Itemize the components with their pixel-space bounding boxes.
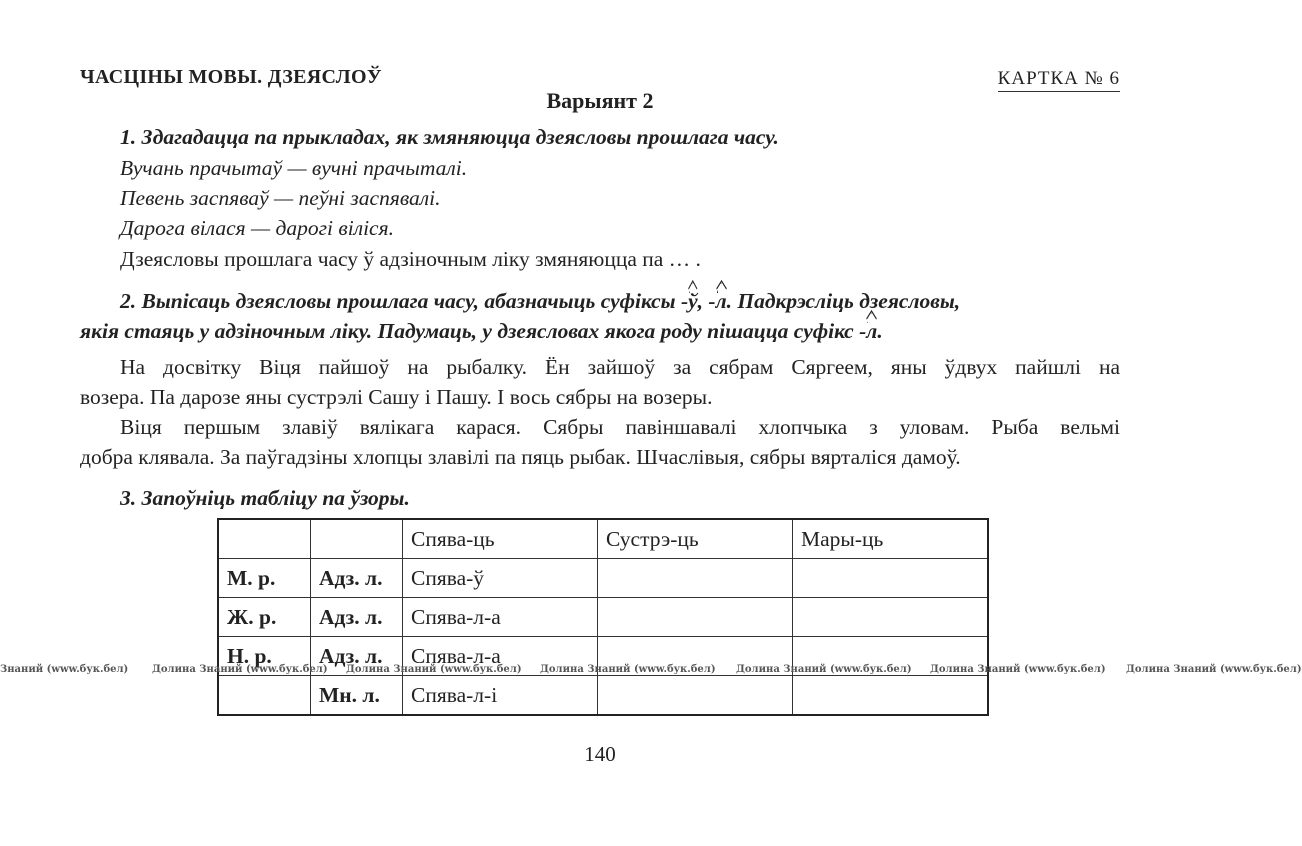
- task2-heading-line1: [120, 286, 960, 316]
- page-number: 140: [584, 742, 616, 766]
- example-cell: Спява-л-а: [403, 598, 598, 637]
- suffix-l2-marked: л: [866, 316, 877, 346]
- watermark-text: Долина Знаний (www.бук.бел): [152, 664, 328, 675]
- watermark-text: Знаний (www.бук.бел): [0, 664, 129, 675]
- gender-cell: Н. р.: [218, 637, 311, 676]
- task2-text-line-3: Віця першым злавіў вялікага карася. Сябры павіншавалі хлопчыка з уловам. Рыба вельмі: [120, 415, 1120, 439]
- conjugation-table: [217, 518, 989, 716]
- watermark-text: Долина Знаний (www.бук.бел): [346, 664, 522, 675]
- watermark-text: Долина Знаний (www.бук.бел): [736, 664, 912, 675]
- table-header-cell: Сустрэ-ць: [598, 519, 793, 559]
- example-cell: Спява-л-а: [403, 637, 598, 676]
- gender-cell: Ж. р.: [218, 598, 311, 637]
- table-row: [218, 676, 988, 716]
- gender-cell: М. р.: [218, 559, 311, 598]
- task2-comma: , -: [697, 289, 716, 313]
- suffix-l-marked: л: [716, 286, 727, 316]
- variant-title: Варыянт 2: [546, 88, 654, 113]
- task1-question: Дзеясловы прошлага часу ў адзіночным ліку змяняюцца па … .: [120, 247, 701, 271]
- task1-heading: 1. Здагадацца па прыкладах, як змяняюцца дзеясловы прошлага часу.: [120, 125, 779, 149]
- watermark-text: Долина Знаний (www.бук.бел): [1126, 664, 1302, 675]
- answer-cell[interactable]: [598, 559, 793, 598]
- answer-cell[interactable]: [793, 598, 989, 637]
- task2-heading-line2: якія стаяць у адзіночным ліку. Падумаць, у дзеясловах якога роду пішацца суфікс - л.: [80, 316, 883, 346]
- table-header-row: [218, 519, 988, 559]
- example-cell: Спява-ў: [403, 559, 598, 598]
- table-cell: [218, 519, 311, 559]
- watermark-text: Долина Знаний (www.бук.бел): [930, 664, 1106, 675]
- watermark-text: Долина Знаний (www.бук.бел): [540, 664, 716, 675]
- table-cell: [311, 519, 403, 559]
- number-cell: Мн. л.: [311, 676, 403, 716]
- suffix-u-marked: ў: [688, 286, 698, 316]
- task2-heading-part1: 2. Выпісаць дзеясловы прошлага часу, абазначыць суфіксы -: [120, 289, 689, 313]
- task1-example-2: Певень заспяваў — пеўні заспявалі.: [120, 186, 441, 210]
- task3-heading: 3. Запоўніць табліцу па ўзоры.: [120, 486, 410, 510]
- section-title: ЧАСЦІНЫ МОВЫ. ДЗЕЯСЛОЎ: [80, 66, 382, 88]
- number-cell: Адз. л.: [311, 559, 403, 598]
- task2-text-line-2: возера. Па дарозе яны сустрэлі Сашу і Пашу. І вось сябры на возеры.: [80, 385, 713, 409]
- watermark-strip: [0, 664, 1302, 680]
- task1-example-3: Дарога вілася — дарогі віліся.: [120, 216, 394, 240]
- table-row: [218, 559, 988, 598]
- answer-cell[interactable]: [598, 676, 793, 716]
- answer-cell[interactable]: [793, 676, 989, 716]
- number-cell: Адз. л.: [311, 637, 403, 676]
- task2-heading-part2: . Падкрэсліць дзеясловы,: [726, 289, 961, 313]
- task1-example-1: Вучань прачытаў — вучні прачыталі.: [120, 156, 468, 180]
- example-cell: Спява-л-і: [403, 676, 598, 716]
- answer-cell[interactable]: [598, 598, 793, 637]
- answer-cell[interactable]: [793, 559, 989, 598]
- task2-text-line-1: На досвітку Віця пайшоў на рыбалку. Ён зайшоў за сябрам Сяргеем, яны ўдвух пайшлі на: [120, 355, 1120, 379]
- table-header-cell: Мары-ць: [793, 519, 989, 559]
- table-row: [218, 598, 988, 637]
- number-cell: Адз. л.: [311, 598, 403, 637]
- card-number: КАРТКА № 6: [998, 68, 1120, 92]
- table-header-cell: Спява-ць: [403, 519, 598, 559]
- task2-text-line-4: добра клявала. За паўгадзіны хлопцы злавілі па пяць рыбак. Шчаслівыя, сябры вярталіся дамоў.: [80, 445, 961, 469]
- gender-cell: [218, 676, 311, 716]
